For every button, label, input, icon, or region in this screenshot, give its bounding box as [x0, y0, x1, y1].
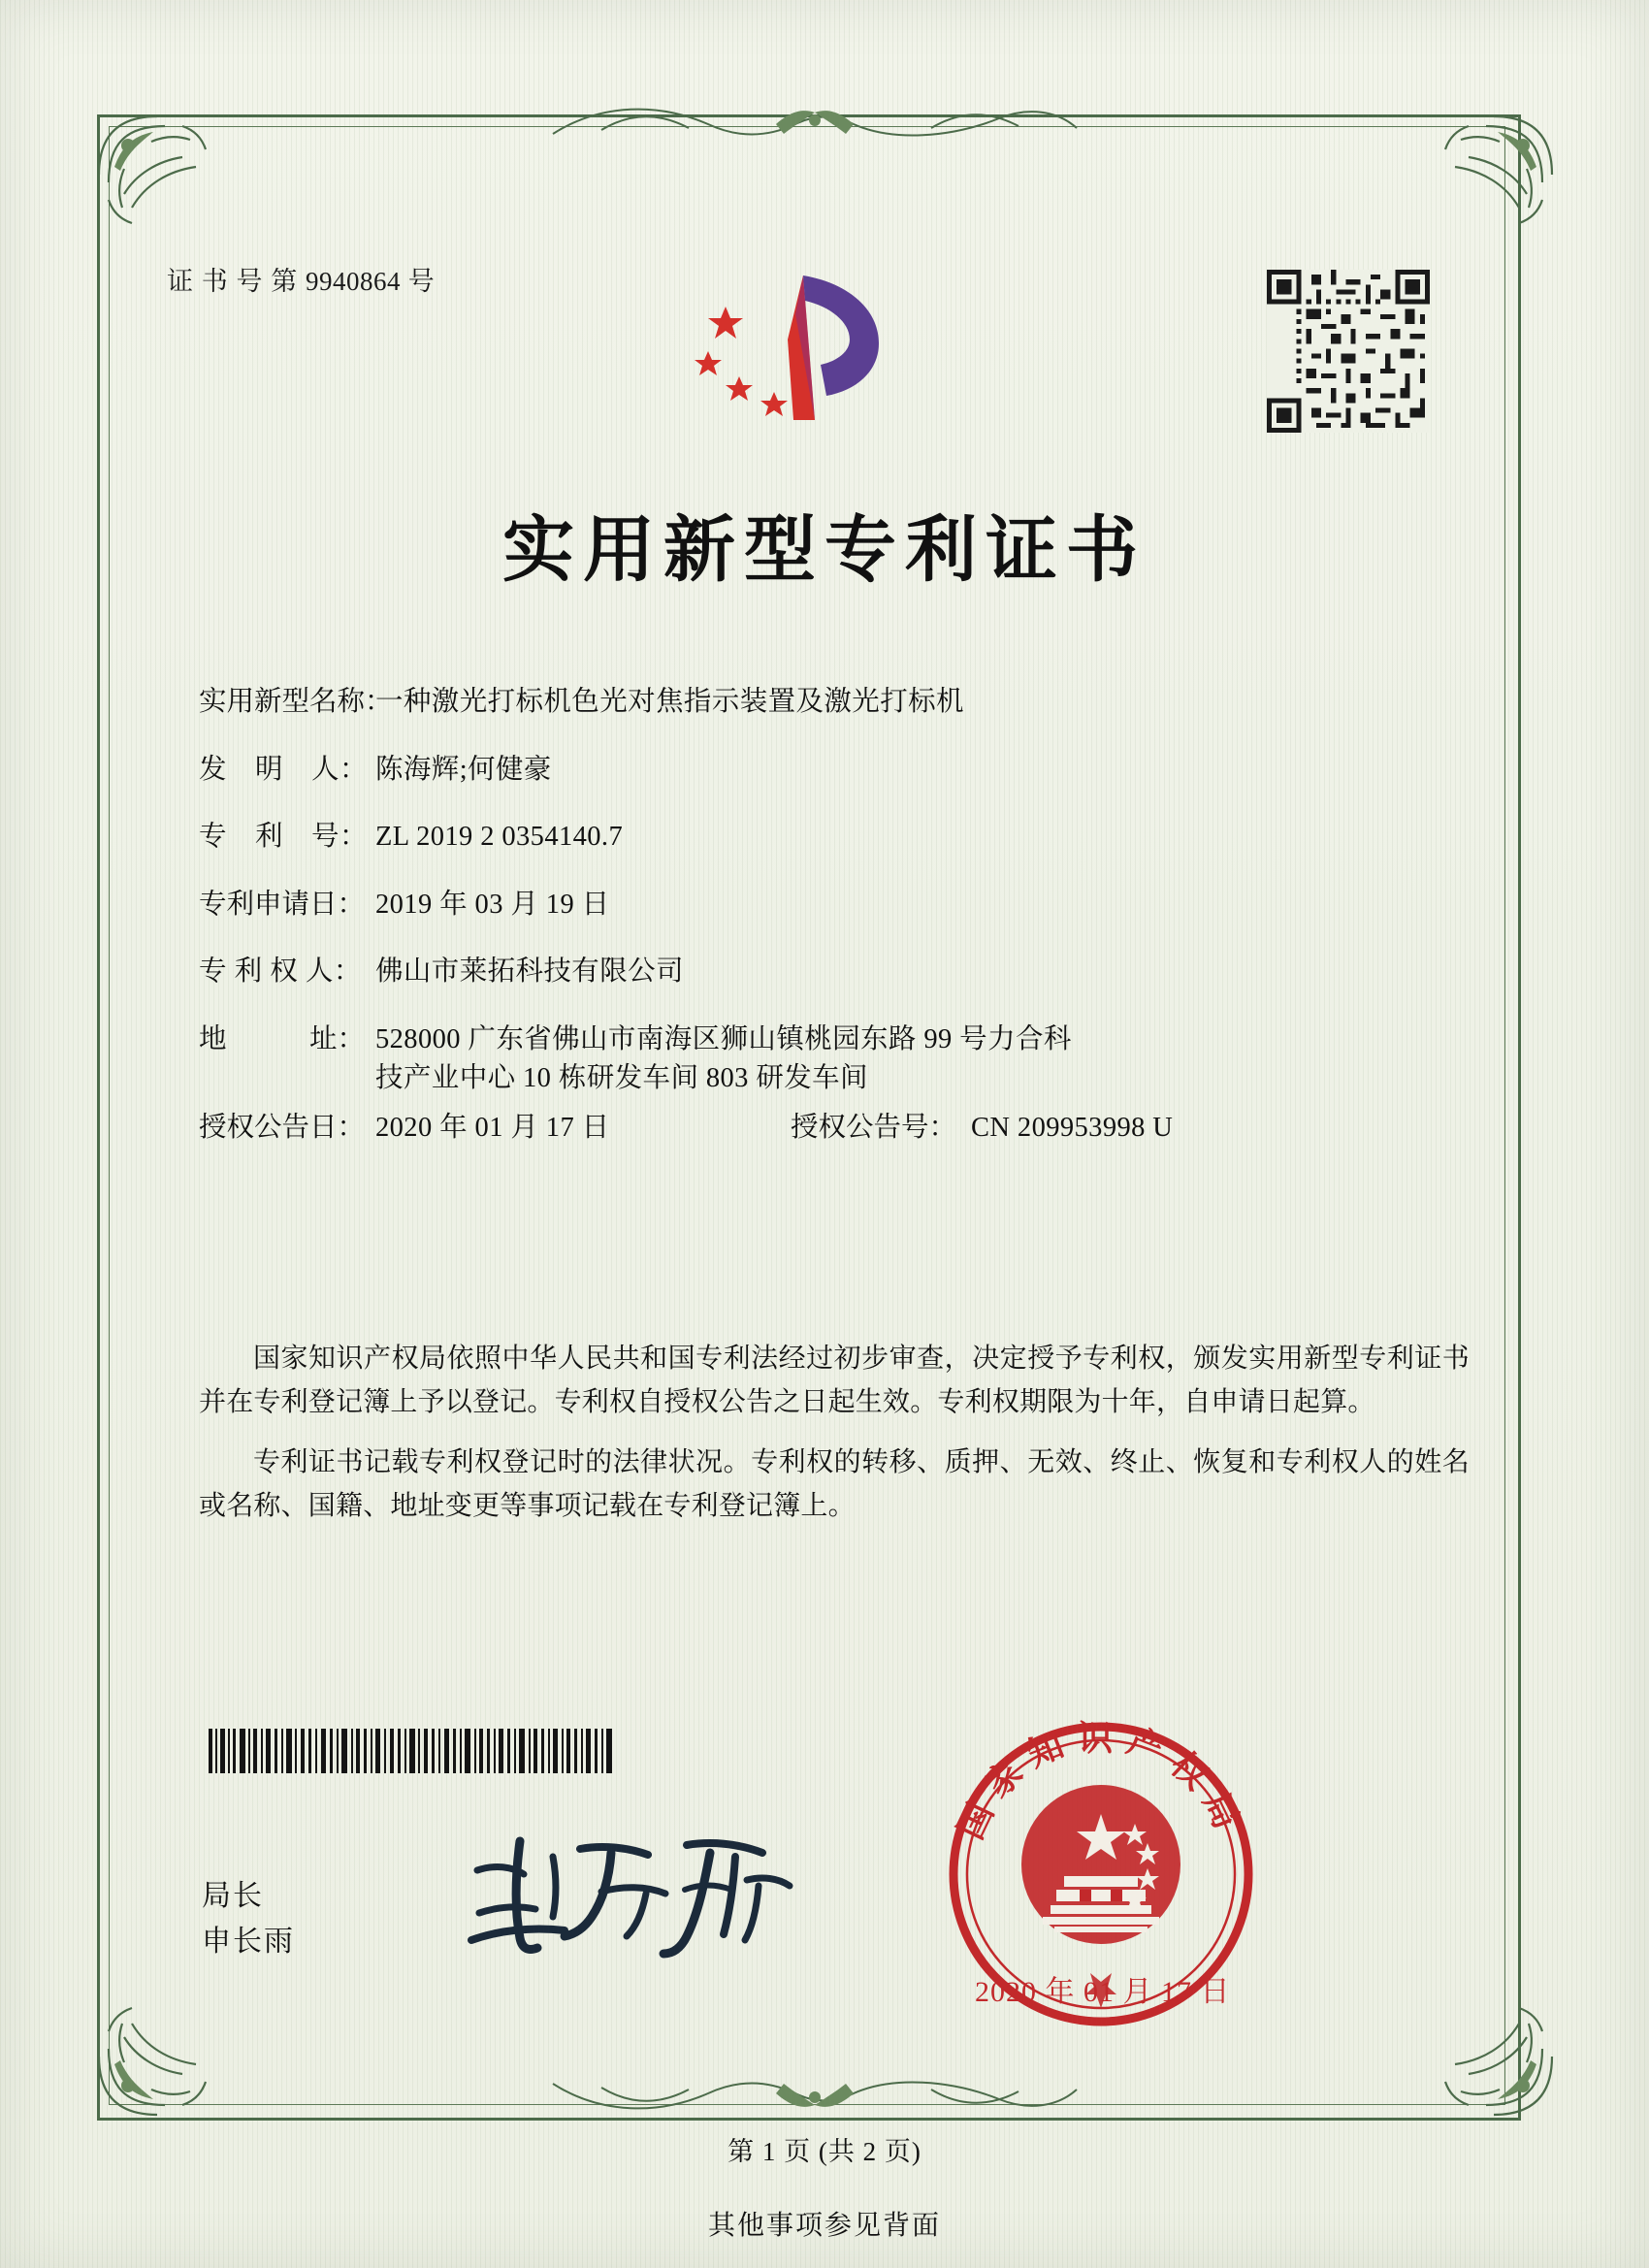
seal-date: 2020 年 01 月 17 日 [975, 1976, 1231, 2008]
field-address [199, 1023, 1479, 1093]
field-value-application-date: 2019 年 03 月 19 日 [375, 889, 610, 920]
certificate-fields [199, 689, 1479, 1175]
certificate-number-label: 证 书 号 第 [167, 267, 299, 296]
field-utility-model-name [199, 689, 1479, 717]
field-application-date [199, 891, 1479, 920]
field-value-address-line2: 技产业中心 10 栋研发车间 803 研发车间 [375, 1063, 868, 1093]
field-value-name: 一种激光打标机色光对焦指示装置及激光打标机 [375, 687, 964, 717]
field-grant-date [199, 1112, 791, 1143]
field-value-grant-number: CN 209953998 U [971, 1112, 1174, 1143]
field-value-patent-number: ZL 2019 2 0354140.7 [375, 822, 624, 852]
page-indicator: 第 1 页 (共 2 页) [728, 2137, 922, 2166]
certificate-number-suffix: 号 [407, 267, 436, 296]
field-label-patentee: 专 利 权 人： [199, 956, 362, 987]
legal-paragraph-1: 国家知识产权局依照中华人民共和国专利法经过初步审查，决定授予专利权，颁发实用新型专利证书并在专利登记簿上予以登记。专利权自授权公告之日起生效。专利权期限为十年，自申请日起算。 [199, 1344, 1470, 1418]
director-name: 申长雨 [202, 1925, 295, 1958]
field-label-inventor: 发 明 人： [199, 754, 369, 785]
field-label-name: 实用新型名称： [199, 687, 393, 717]
field-value-patentee: 佛山市莱拓科技有限公司 [375, 956, 684, 987]
field-value-address-line1: 528000 广东省佛山市南海区狮山镇桃园东路 99 号力合科 [375, 1023, 1072, 1054]
qr-code [1267, 270, 1430, 433]
field-value-grant-date: 2020 年 01 月 17 日 [375, 1112, 610, 1143]
field-label-grant-number: 授权公告号： [791, 1112, 957, 1143]
legal-paragraph-2: 专利证书记载专利权登记时的法律状况。专利权的转移、质押、无效、终止、恢复和专利权人的姓名或名称、国籍、地址变更等事项记载在专利登记簿上。 [199, 1446, 1470, 1522]
director-block [202, 1874, 295, 1964]
field-label-application-date: 专利申请日： [199, 889, 366, 920]
director-handwritten-signature [456, 1824, 805, 1969]
barcode [209, 1729, 616, 1773]
field-patentee [199, 958, 1479, 987]
legal-text [199, 1337, 1470, 1543]
field-inventor [199, 754, 1479, 785]
field-label-patent-number: 专 利 号： [199, 822, 369, 852]
field-value-inventor: 陈海辉;何健豪 [375, 754, 552, 785]
director-label: 局长 [202, 1880, 264, 1912]
field-label-address: 地 址： [199, 1023, 366, 1054]
field-label-grant-date: 授权公告日： [199, 1112, 366, 1143]
field-patent-number [199, 824, 1479, 852]
field-grant-row [199, 1112, 1479, 1143]
field-grant-number [791, 1112, 1174, 1143]
certificate-number-value: 9940864 [306, 267, 401, 296]
page-title: 实用新型专利证书 [502, 508, 1147, 592]
certificate-number [167, 260, 436, 298]
svg-text:国家知识产权局: 国家知识产权局 [950, 1718, 1252, 1846]
field-value-address [375, 1023, 1479, 1093]
cnipa-patent-logo [679, 250, 922, 435]
outside-note: 其他事项参见背面 [707, 2211, 941, 2241]
